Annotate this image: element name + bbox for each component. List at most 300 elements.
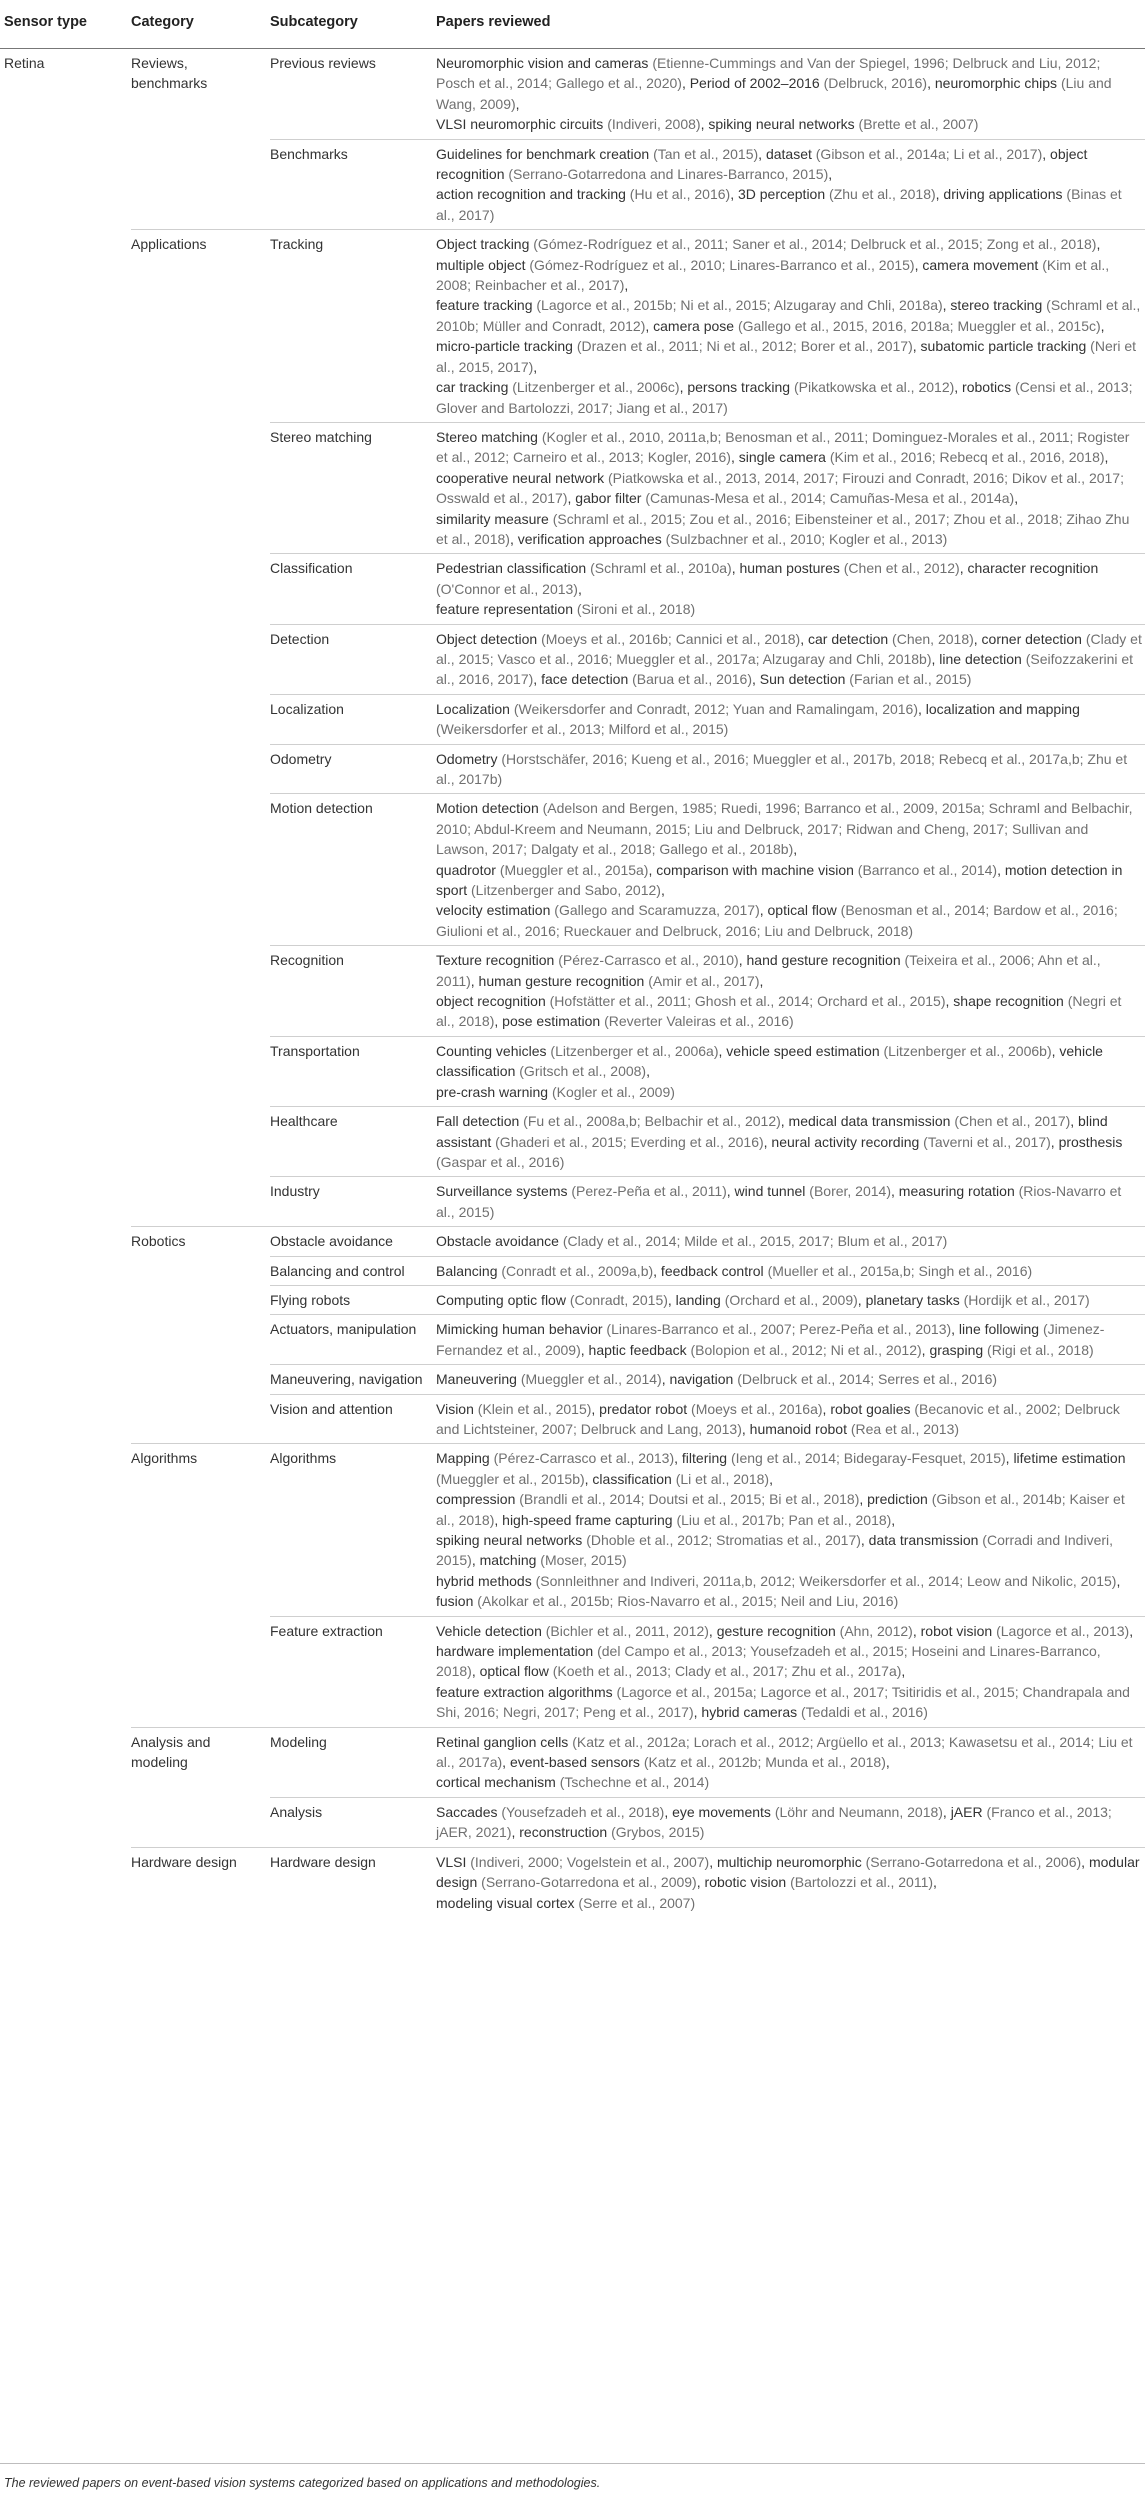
table-header-row <box>0 0 1145 49</box>
topic-text: Maneuvering <box>436 1371 521 1388</box>
table-row <box>0 1036 1145 1106</box>
topic-text: , robotics <box>954 379 1015 396</box>
papers-paragraph <box>436 336 1143 377</box>
table-row <box>0 1107 1145 1177</box>
topic-text: , predator robot <box>591 1400 692 1417</box>
citation-text: (Zhu et al., 2018) <box>829 186 936 203</box>
topic-text: , prosthesis <box>1050 1133 1123 1150</box>
topic-text: Motion detection <box>436 800 543 817</box>
topic-text: , <box>1129 1622 1134 1639</box>
topic-text: , gabor filter <box>567 490 646 507</box>
papers-cell <box>436 694 1145 744</box>
table-row <box>0 1285 1145 1314</box>
topic-text: , camera pose <box>645 317 738 334</box>
papers-paragraph <box>436 377 1143 418</box>
table-row <box>0 946 1145 1037</box>
citation-text: (Piatkowska et al., 2013, 2014, 2017; Firouzi and Conradt, 2016; Dikov et al., 2017; Osswald et al., 2017) <box>436 469 1124 507</box>
citation-text: (Lagorce et al., 2015b; Ni et al., 2015; Alzugaray and Chli, 2018a) <box>536 297 943 314</box>
topic-text: , modular design <box>436 1853 1140 1891</box>
table-row <box>0 1177 1145 1227</box>
category-cell <box>131 1036 270 1106</box>
topic-text: Counting vehicles <box>436 1042 551 1059</box>
sensor-type-cell <box>0 1394 131 1444</box>
citation-text: (Delbruck et al., 2014; Serres et al., 2016) <box>737 1371 998 1388</box>
topic-text: feature representation <box>436 601 577 618</box>
subcategory-cell: Localization <box>270 694 436 744</box>
papers-paragraph <box>436 468 1143 509</box>
sensor-type-cell <box>0 422 131 553</box>
citation-text: (Gómez-Rodríguez et al., 2011; Saner et al., 2014; Delbruck et al., 2015; Zong et al., 2018) <box>533 236 1097 253</box>
citation-text: (Tschechne et al., 2014) <box>559 1774 710 1791</box>
topic-text: , verification approaches <box>509 530 666 547</box>
papers-paragraph <box>436 1802 1143 1843</box>
citation-text: (Gallego et al., 2015, 2016, 2018a; Mueggler et al., 2015c) <box>737 317 1101 334</box>
topic-text: , human gesture recognition <box>470 972 649 989</box>
table-row <box>0 1227 1145 1256</box>
papers-cell <box>436 946 1145 1037</box>
citation-text: (Pérez-Carrasco et al., 2010) <box>558 952 739 969</box>
papers-paragraph <box>436 1732 1143 1773</box>
subcategory-cell: Balancing and control <box>270 1256 436 1285</box>
papers-cell <box>436 139 1145 230</box>
papers-paragraph <box>436 1893 1143 1913</box>
topic-text: Mimicking human behavior <box>436 1321 607 1338</box>
papers-cell <box>436 1365 1145 1394</box>
sensor-type-cell <box>0 794 131 946</box>
citation-text: (Drazen et al., 2011; Ni et al., 2012; Borer et al., 2017) <box>576 338 913 355</box>
topic-text: , blind assistant <box>436 1113 1108 1150</box>
citation-text: (Tan et al., 2015) <box>653 145 759 162</box>
citation-text: (Sulzbachner et al., 2010; Kogler et al., 2013) <box>665 530 948 547</box>
subcategory-cell: Flying robots <box>270 1285 436 1314</box>
citation-text: (Katz et al., 2012a; Lorach et al., 2012; Argüello et al., 2013; Kawasetsu et al., 2014; Liu et al., 2017a) <box>436 1733 1133 1771</box>
sensor-type-cell <box>0 1847 131 1917</box>
papers-cell <box>436 1797 1145 1847</box>
citation-text: (Conradt, 2015) <box>569 1291 668 1308</box>
topic-text: , event-based sensors <box>502 1754 644 1771</box>
table-row <box>0 49 1145 140</box>
topic-text: feature extraction algorithms <box>436 1683 617 1700</box>
papers-cell <box>436 1394 1145 1444</box>
sensor-type-cell <box>0 1285 131 1314</box>
subcategory-cell: Benchmarks <box>270 139 436 230</box>
topic-text: VLSI <box>436 1853 471 1870</box>
subcategory-cell: Analysis <box>270 1797 436 1847</box>
citation-text: (Corradi and Indiveri, 2015) <box>436 1532 1114 1569</box>
papers-paragraph <box>436 1369 1143 1389</box>
papers-cell <box>436 422 1145 553</box>
category-cell <box>131 1285 270 1314</box>
topic-text: , landing <box>667 1291 725 1308</box>
topic-text: , humanoid robot <box>741 1420 851 1437</box>
subcategory-cell: Algorithms <box>270 1444 436 1616</box>
subcategory-cell: Recognition <box>270 946 436 1037</box>
papers-cell <box>436 1727 1145 1797</box>
category-cell <box>131 694 270 744</box>
citation-text: (Clady et al., 2015; Vasco et al., 2016; Mueggler et al., 2017a; Alzugaray and Chli, 2018b) <box>436 630 1142 667</box>
topic-text: modeling visual cortex <box>436 1894 579 1911</box>
sensor-type-cell <box>0 1227 131 1256</box>
topic-text: car tracking <box>436 379 513 396</box>
citation-text: (Serrano-Gotarredona and Linares-Barranco, 2015) <box>508 166 829 183</box>
citation-text: (Jimenez-Fernandez et al., 2009) <box>436 1321 1105 1358</box>
topic-text: hardware implementation <box>436 1643 598 1660</box>
citation-text: (Camunas-Mesa et al., 2014; Camuñas-Mesa et al., 2014a) <box>645 490 1015 507</box>
citation-text: (Censi et al., 2013; Glover and Bartolozzi, 2017; Jiang et al., 2017) <box>436 379 1133 416</box>
topic-text: , high-speed frame capturing <box>494 1511 677 1528</box>
topic-text: Object detection <box>436 630 542 647</box>
subcategory-cell: Maneuvering, navigation <box>270 1365 436 1394</box>
subcategory-cell: Industry <box>270 1177 436 1227</box>
subcategory-cell: Tracking <box>270 230 436 423</box>
citation-text: (Bichler et al., 2011, 2012) <box>545 1622 709 1639</box>
citation-text: (Ghaderi et al., 2015; Everding et al., 2016) <box>495 1133 764 1150</box>
topic-text: , robot vision <box>912 1622 997 1639</box>
topic-text: cortical mechanism <box>436 1774 560 1791</box>
topic-text: , single camera <box>730 449 830 466</box>
topic-text: , human postures <box>731 560 844 577</box>
citation-text: (Barranco et al., 2014) <box>857 861 998 878</box>
table-bottom-rule <box>0 2463 1145 2464</box>
topic-text: action recognition and tracking <box>436 186 630 203</box>
papers-paragraph <box>436 1111 1143 1172</box>
table-row <box>0 1727 1145 1797</box>
papers-paragraph <box>436 53 1143 114</box>
category-cell <box>131 1797 270 1847</box>
sensor-type-cell <box>0 744 131 794</box>
papers-paragraph <box>436 1041 1143 1082</box>
papers-paragraph <box>436 1682 1143 1723</box>
citation-text: (Bolopion et al., 2012; Ni et al., 2012) <box>690 1341 922 1358</box>
citation-text: (Lagorce et al., 2015a; Lagorce et al., 2017; Tsitiridis et al., 2015; Chandrapala and Shi, 2016; Negri, 2017; Peng et al., 2017) <box>436 1683 1130 1721</box>
topic-text: micro-particle tracking <box>436 338 577 355</box>
citation-text: (Gibson et al., 2014b; Kaiser et al., 2018) <box>436 1491 1125 1528</box>
citation-text: (Binas et al., 2017) <box>436 186 1122 223</box>
topic-text: Balancing <box>436 1262 502 1279</box>
sensor-type-cell <box>0 1616 131 1727</box>
papers-paragraph <box>436 1489 1143 1530</box>
citation-text: (Kim et al., 2016; Rebecq et al., 2016, 2018) <box>829 449 1105 466</box>
citation-text: (Chen et al., 2017) <box>954 1113 1071 1130</box>
citation-text: (Adelson and Bergen, 1985; Ruedi, 1996; Barranco et al., 2009, 2015a; Schraml and Belbachir, 2010; Abdul-Kreem and Neumann, 2015; Liu and Delbruck, 2017; Ridwan and Cheng, 2017; Sullivan and Lawson, 2017; Dalgaty et al., 2018; Gallego et al., 2018b) <box>436 800 1133 858</box>
category-cell <box>131 1394 270 1444</box>
topic-text: spiking neural networks <box>436 1532 587 1548</box>
category-cell <box>131 422 270 553</box>
table-row <box>0 1847 1145 1917</box>
topic-text: Vehicle detection <box>436 1622 546 1639</box>
topic-text: , matching <box>471 1552 541 1569</box>
citation-text: (Serrano-Gotarredona et al., 2006) <box>865 1853 1082 1870</box>
subcategory-cell: Previous reviews <box>270 55 376 71</box>
topic-text: compression <box>436 1491 520 1508</box>
papers-paragraph <box>436 900 1143 941</box>
topic-text: Fall detection <box>436 1113 524 1130</box>
category-cell: Robotics <box>131 1227 270 1256</box>
papers-paragraph <box>436 1530 1143 1571</box>
category-cell <box>131 554 270 624</box>
table-body <box>0 49 1145 1917</box>
category-cell <box>131 1365 270 1394</box>
subcategory-cell: Hardware design <box>270 1847 436 1917</box>
sensor-type-cell <box>0 1365 131 1394</box>
topic-text: , shape recognition <box>945 993 1068 1010</box>
topic-text: , corner detection <box>973 630 1086 647</box>
sensor-type-cell <box>0 554 131 624</box>
citation-text: (Lagorce et al., 2013) <box>996 1622 1130 1639</box>
subcategory-cell: Vision and attention <box>270 1394 436 1444</box>
topic-text: , 3D perception <box>730 186 830 203</box>
topic-text: , optical flow <box>471 1663 553 1680</box>
topic-text: , multichip neuromorphic <box>709 1853 866 1870</box>
papers-cell <box>436 1315 1145 1365</box>
topic-text: Odometry <box>436 750 502 767</box>
topic-text: feature tracking <box>436 297 537 314</box>
papers-cell <box>436 554 1145 624</box>
papers-cell <box>436 1847 1145 1917</box>
table-row <box>0 1365 1145 1394</box>
citation-text: (Serre et al., 2007) <box>578 1894 696 1911</box>
topic-text: , car detection <box>800 630 893 647</box>
citation-text: (Linares-Barranco et al., 2007; Perez-Peña et al., 2013) <box>606 1321 952 1338</box>
papers-paragraph <box>436 144 1143 185</box>
topic-text: , eye movements <box>664 1803 775 1820</box>
topic-text: Mapping <box>436 1450 494 1467</box>
table-row <box>0 1315 1145 1365</box>
category-cell: Hardware design <box>131 1847 270 1917</box>
topic-text: , spiking neural networks <box>700 116 859 133</box>
topic-text: Texture recognition <box>436 952 559 969</box>
citation-text: (Chen et al., 2012) <box>843 560 960 577</box>
papers-paragraph <box>436 184 1143 225</box>
papers-cell <box>436 1256 1145 1285</box>
citation-text: (Koeth et al., 2013; Clady et al., 2017; Zhu et al., 2017a) <box>552 1663 902 1680</box>
header-sensor-type: Sensor type <box>0 0 131 49</box>
citation-text: (Sironi et al., 2018) <box>576 601 696 618</box>
citation-text: (Mueggler et al., 2014) <box>520 1371 662 1388</box>
category-cell <box>131 794 270 946</box>
citation-text: (Mueggler et al., 2015b) <box>436 1470 585 1487</box>
topic-text: , <box>828 166 833 183</box>
citation-text: (Horstschäfer, 2016; Kueng et al., 2016; Mueggler et al., 2017b, 2018; Rebecq et al., 2017a,b; Zhu et al., 2017b) <box>436 750 1128 787</box>
topic-text: , <box>901 1663 906 1680</box>
subcategory-cell: Classification <box>270 554 436 624</box>
citation-text: (Gómez-Rodríguez et al., 2010; Linares-Barranco et al., 2015) <box>529 256 915 273</box>
papers-paragraph <box>436 427 1143 468</box>
citation-text: (Kogler et al., 2009) <box>551 1083 675 1100</box>
topic-text: object recognition <box>436 993 550 1010</box>
papers-paragraph <box>436 1399 1143 1440</box>
subcategory-cell: Transportation <box>270 1036 436 1106</box>
topic-text: , planetary tasks <box>857 1291 964 1308</box>
topic-text: pre-crash warning <box>436 1083 552 1100</box>
citation-text: (Liu et al., 2017b; Pan et al., 2018) <box>676 1511 892 1528</box>
topic-text: , hybrid cameras <box>693 1704 801 1721</box>
citation-text: (Akolkar et al., 2015b; Rios-Navarro et al., 2015; Neil and Liu, 2016) <box>477 1593 899 1610</box>
citation-text: (Orchard et al., 2009) <box>724 1291 858 1308</box>
topic-text: , <box>769 1470 773 1487</box>
category-cell: Reviews, benchmarks <box>131 55 208 92</box>
citation-text: (Schraml et al., 2015; Zou et al., 2016; Eibensteiner et al., 2017; Zhou et al., 2018; Zihao Zhu et al., 2018) <box>436 510 1130 547</box>
sensor-type-cell <box>0 1256 131 1285</box>
subcategory-cell: Obstacle avoidance <box>270 1227 436 1256</box>
papers-paragraph <box>436 1181 1143 1222</box>
topic-text: , Period of 2002–2016 <box>681 75 824 92</box>
papers-paragraph <box>436 1621 1143 1641</box>
citation-text: (Yousefzadeh et al., 2018) <box>501 1803 665 1820</box>
citation-text: (Tedaldi et al., 2016) <box>801 1704 928 1721</box>
papers-paragraph <box>436 234 1143 295</box>
topic-text: , grasping <box>921 1341 988 1358</box>
topic-text: , data transmission <box>860 1532 983 1548</box>
topic-text: , classification <box>584 1470 676 1487</box>
table-row <box>0 1797 1145 1847</box>
citation-text: (Delbruck, 2016) <box>823 75 928 92</box>
topic-text: , line following <box>951 1321 1043 1338</box>
citation-text: (Gallego and Scaramuzza, 2017) <box>554 902 760 919</box>
citation-text: (Sonnleithner and Indiveri, 2011a,b, 2012; Weikersdorfer et al., 2014; Leow and Nikolic, 2015) <box>535 1572 1117 1589</box>
citation-text: (Weikersdorfer et al., 2013; Milford et al., 2015) <box>436 721 729 738</box>
topic-text: , vehicle classification <box>436 1042 1103 1080</box>
citation-text: (Katz et al., 2012b; Munda et al., 2018) <box>643 1754 886 1771</box>
topic-text: Neuromorphic vision and cameras <box>436 55 653 71</box>
category-cell <box>131 1256 270 1285</box>
papers-cell <box>436 1285 1145 1314</box>
papers-paragraph <box>436 1261 1143 1281</box>
citation-text: (Hofstätter et al., 2011; Ghosh et al., 2014; Orchard et al., 2015) <box>549 993 946 1010</box>
table-row <box>0 554 1145 624</box>
citation-text: (Liu and Wang, 2009) <box>436 75 1112 112</box>
citation-text: (Rios-Navarro et al., 2015) <box>436 1183 1122 1220</box>
citation-text: (Hu et al., 2016) <box>629 186 731 203</box>
citation-text: (Negri et al., 2018) <box>436 993 1122 1030</box>
topic-text: Saccades <box>436 1803 502 1820</box>
citation-text: (del Campo et al., 2013; Yousefzadeh et al., 2015; Hoseini and Linares-Barranco, 2018) <box>436 1643 1101 1680</box>
topic-text: , <box>891 1511 896 1528</box>
topic-text: , comparison with machine vision <box>648 861 858 878</box>
papers-paragraph <box>436 1641 1143 1682</box>
header-category: Category <box>131 0 270 49</box>
citation-text: (Gaspar et al., 2016) <box>436 1153 565 1170</box>
citation-text: (Dhoble et al., 2012; Stromatias et al., 2017) <box>586 1532 861 1548</box>
topic-text: , feedback control <box>653 1262 768 1279</box>
topic-text: Vision <box>436 1400 478 1417</box>
topic-text: Surveillance systems <box>436 1183 572 1200</box>
category-cell <box>131 946 270 1037</box>
topic-text: , jAER <box>942 1803 987 1820</box>
topic-text: , pose estimation <box>494 1013 605 1030</box>
category-cell <box>131 139 270 230</box>
citation-text: (Chen, 2018) <box>892 630 974 647</box>
topic-text: , neuromorphic chips <box>927 75 1061 92</box>
table-row <box>0 1444 1145 1616</box>
citation-text: (Rea et al., 2013) <box>850 1420 960 1437</box>
citation-text: (Weikersdorfer and Conradt, 2012; Yuan and Ramalingam, 2016) <box>513 700 918 717</box>
topic-text: , multiple object <box>436 236 1101 273</box>
sensor-type-cell <box>0 946 131 1037</box>
citation-text: (Brette et al., 2007) <box>858 116 979 133</box>
topic-text: , hand gesture recognition <box>738 952 905 969</box>
citation-text: (Mueggler et al., 2015a) <box>499 861 649 878</box>
subcategory-cell: Detection <box>270 624 436 694</box>
topic-text: , <box>1104 449 1109 466</box>
topic-text: , <box>533 358 538 375</box>
topic-text: , <box>515 95 520 112</box>
table-row <box>0 1394 1145 1444</box>
topic-text: , <box>1100 317 1105 334</box>
citation-text: (Reverter Valeiras et al., 2016) <box>604 1013 794 1030</box>
sensor-type-cell <box>0 1107 131 1177</box>
topic-text: , filtering <box>674 1450 731 1467</box>
topic-text: , fusion <box>436 1572 1121 1610</box>
citation-text: (Löhr and Neumann, 2018) <box>774 1803 943 1820</box>
citation-text: (Perez-Peña et al., 2011) <box>571 1183 727 1200</box>
topic-text: , <box>1014 490 1019 507</box>
topic-text: , Sun detection <box>752 671 850 688</box>
topic-text: , neural activity recording <box>763 1133 924 1150</box>
topic-text: VLSI neuromorphic circuits <box>436 116 608 133</box>
citation-text: (Brandli et al., 2014; Doutsi et al., 2015; Bi et al., 2018) <box>519 1491 860 1508</box>
citation-text: (Ieng et al., 2014; Bidegaray-Fesquet, 2015) <box>730 1450 1006 1467</box>
papers-paragraph <box>436 1290 1143 1310</box>
topic-text: Computing optic flow <box>436 1291 570 1308</box>
topic-text: , camera movement <box>914 256 1043 273</box>
topic-text: , <box>624 277 629 294</box>
citation-text: (Klein et al., 2015) <box>477 1400 592 1417</box>
papers-paragraph <box>436 509 1143 550</box>
topic-text: , <box>933 1874 937 1891</box>
citation-text: (Schraml et al., 2010a) <box>590 560 732 577</box>
papers-cell <box>436 794 1145 946</box>
citation-text: (Teixeira et al., 2006; Ahn et al., 2011) <box>436 952 1101 989</box>
citation-text: (Farian et al., 2015) <box>849 671 972 688</box>
citation-text: (Litzenberger et al., 2006b) <box>883 1042 1052 1059</box>
topic-text: , gesture recognition <box>708 1622 840 1639</box>
citation-text: (Neri et al., 2015, 2017) <box>436 338 1137 375</box>
papers-paragraph <box>436 295 1143 336</box>
citation-text: (Gritsch et al., 2008) <box>519 1063 647 1080</box>
topic-text: Obstacle avoidance <box>436 1233 563 1250</box>
topic-text: similarity measure <box>436 510 553 527</box>
citation-text: (Pikatkowska et al., 2012) <box>793 379 955 396</box>
sensor-type-cell <box>0 1797 131 1847</box>
subcategory-cell: Motion detection <box>270 794 436 946</box>
topic-text: , localization and mapping <box>918 700 1080 717</box>
citation-text: (Moeys et al., 2016b; Cannici et al., 2018) <box>541 630 801 647</box>
table-row <box>0 624 1145 694</box>
topic-text: , vehicle speed estimation <box>718 1042 884 1059</box>
header-papers-reviewed: Papers reviewed <box>436 0 1145 49</box>
sensor-type-cell <box>0 1315 131 1365</box>
topic-text: , subatomic particle tracking <box>912 338 1091 355</box>
table-row <box>0 744 1145 794</box>
papers-paragraph <box>436 1772 1143 1792</box>
sensor-type-cell <box>0 624 131 694</box>
sensor-type-cell <box>0 1036 131 1106</box>
table-row <box>0 230 1145 423</box>
citation-text: (O'Connor et al., 2013) <box>436 580 578 597</box>
citation-text: (Bartolozzi et al., 2011) <box>790 1874 934 1891</box>
topic-text: Object tracking <box>436 236 534 253</box>
topic-text: , <box>577 580 582 597</box>
papers-paragraph <box>436 1571 1143 1612</box>
category-cell: Applications <box>131 230 270 423</box>
topic-text: , <box>885 1754 890 1771</box>
sensor-type-cell <box>0 1727 131 1797</box>
citation-text: (Becanovic et al., 2002; Delbruck and Lichtsteiner, 2007; Delbruck and Lang, 2013) <box>436 1400 1120 1437</box>
papers-cell <box>436 1036 1145 1106</box>
topic-text: , motion detection in sport <box>436 861 1123 899</box>
citation-text: (Fu et al., 2008a,b; Belbachir et al., 2012) <box>523 1113 781 1130</box>
